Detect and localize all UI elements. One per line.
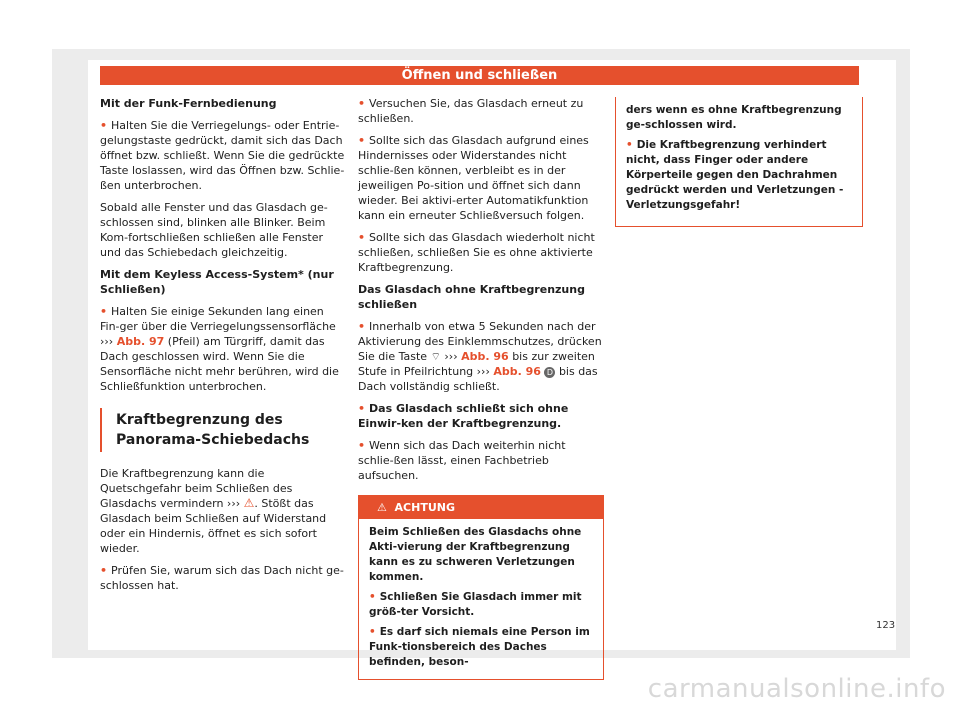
section-title: Kraftbegrenzung des Panorama-Schiebedachs (100, 408, 346, 452)
warning-box-continued (615, 97, 863, 227)
warning-icon: ⚠ (377, 501, 387, 514)
warning-body (616, 97, 862, 226)
text: Halten Sie einige Sekunden lang einen Fin-ger über die Verriegelungssensorfläche ››› (100, 305, 336, 348)
column-1 (100, 96, 346, 600)
bullet-closes: • Das Glasdach schließt sich ohne Einwir-ken der Kraftbegrenzung. (358, 401, 604, 431)
warning-intro: Beim Schließen des Glasdachs ohne Akti-vierung der Kraftbegrenzung kann es zu schweren Verletzungen kommen. (369, 526, 582, 583)
bullet-retry: • Versuchen Sie, das Glasdach erneut zu schließen. (358, 96, 604, 126)
warning-continued: ders wenn es ohne Kraftbegrenzung ge-schlossen wird. (626, 104, 842, 131)
heading-remote: Mit der Funk-Fernbedienung (100, 97, 277, 110)
bullet-workshop: • Wenn sich das Dach weiterhin nicht schlie-ßen lässt, einen Fachbetrieb aufsuchen. (358, 438, 604, 483)
column-2 (358, 96, 604, 680)
roof-button-icon: ⌔ (430, 350, 441, 363)
warning-box (358, 495, 604, 680)
paragraph-blinker: Sobald alle Fenster und das Glasdach ge-schlossen sind, blinken alle Blinker. Beim Kom-fortschließen schließen alle Fenster und das Schiebedach gleichzeitig. (100, 201, 328, 259)
text: bis zur zweiten Stufe in Pfeilrichtung ››› (358, 350, 595, 378)
bullet-remote-press: • Halten Sie die Verriegelungs- oder Entrie-gelungstaste gedrückt, damit sich das Dach öffnet bzw. schließt. Wenn Sie die gedrückte Taste loslassen, wird das Öffnen bzw. Schlie-ßen unterbrochen. (100, 118, 346, 193)
figure-ref-link[interactable]: Abb. 96 (461, 350, 509, 363)
callout-d-icon: D (544, 367, 555, 378)
figure-ref-link[interactable]: Abb. 97 (116, 335, 165, 348)
warning-body (359, 519, 603, 679)
bullet-check: • Prüfen Sie, warum sich das Dach nicht ge-schlossen hat. (100, 563, 346, 593)
bullet-press-button: • Innerhalb von etwa 5 Sekunden nach der Aktivierung des Einklemmschutzes, drücken Sie die Taste ⌔ ››› Abb. 96 bis zur zweiten Stufe in Pfeilrichtung ››› Abb. 96 D bis das Dach vollständig schließt. (358, 319, 604, 394)
warning-icon[interactable]: ⚠ (243, 496, 255, 510)
page-number: 123 (876, 620, 896, 631)
text: Die Kraftbegrenzung kann die Quetschgefahr beim Schließen des Glasdachs vermindern ››› (100, 467, 293, 510)
text: Innerhalb von etwa 5 Sekunden nach der Aktivierung des Einklemmschutzes, drücken Sie die Taste (358, 320, 602, 363)
warning-bullet: • Die Kraftbegrenzung verhindert nicht, dass Finger oder andere Körperteile gegen den Dachrahmen gedrückt werden und Verletzungen - Verletzungsgefahr! (626, 138, 852, 213)
text: bis das Dach vollständig schließt. (358, 365, 598, 393)
warning-title: ACHTUNG (394, 501, 456, 514)
watermark: carmanualsonline.info (647, 674, 946, 704)
heading-without-limit: Das Glasdach ohne Kraftbegrenzung schließen (358, 283, 585, 311)
warning-bullet: • Es darf sich niemals eine Person im Funk-tionsbereich des Daches befinden, beson- (369, 625, 593, 670)
text: (Pfeil) am Türgriff, damit das Dach geschlossen wird. Wenn Sie die Sensorfläche nicht mehr berühren, wird die Schließfunktion unterbrochen. (100, 335, 339, 393)
warning-bullet: • Schließen Sie Glasdach immer mit größ-ter Vorsicht. (369, 590, 593, 620)
bullet-keyless (100, 304, 346, 394)
bullet-obstacle: • Sollte sich das Glasdach aufgrund eines Hindernisses oder Widerstandes nicht schlie-ßen können, verbleibt es in der jeweiligen Po-sition und öffnet sich dann wieder. Bei aktivi-erter Automatikfunktion kann ein erneuter Schließversuch folgen. (358, 133, 604, 223)
paragraph-force-limit (100, 466, 346, 556)
warning-header (359, 496, 603, 519)
page-header: Öffnen und schließen (100, 66, 859, 85)
figure-ref-link[interactable]: Abb. 96 (493, 365, 541, 378)
bullet-repeat: • Sollte sich das Glasdach wiederholt nicht schließen, schließen Sie es ohne aktivierte Kraftbegrenzung. (358, 230, 604, 275)
text: . Stößt das Glasdach beim Schließen auf Widerstand oder ein Hindernis, öffnet es sich sofort wieder. (100, 497, 327, 555)
heading-keyless: Mit dem Keyless Access-System* (nur Schließen) (100, 268, 334, 296)
